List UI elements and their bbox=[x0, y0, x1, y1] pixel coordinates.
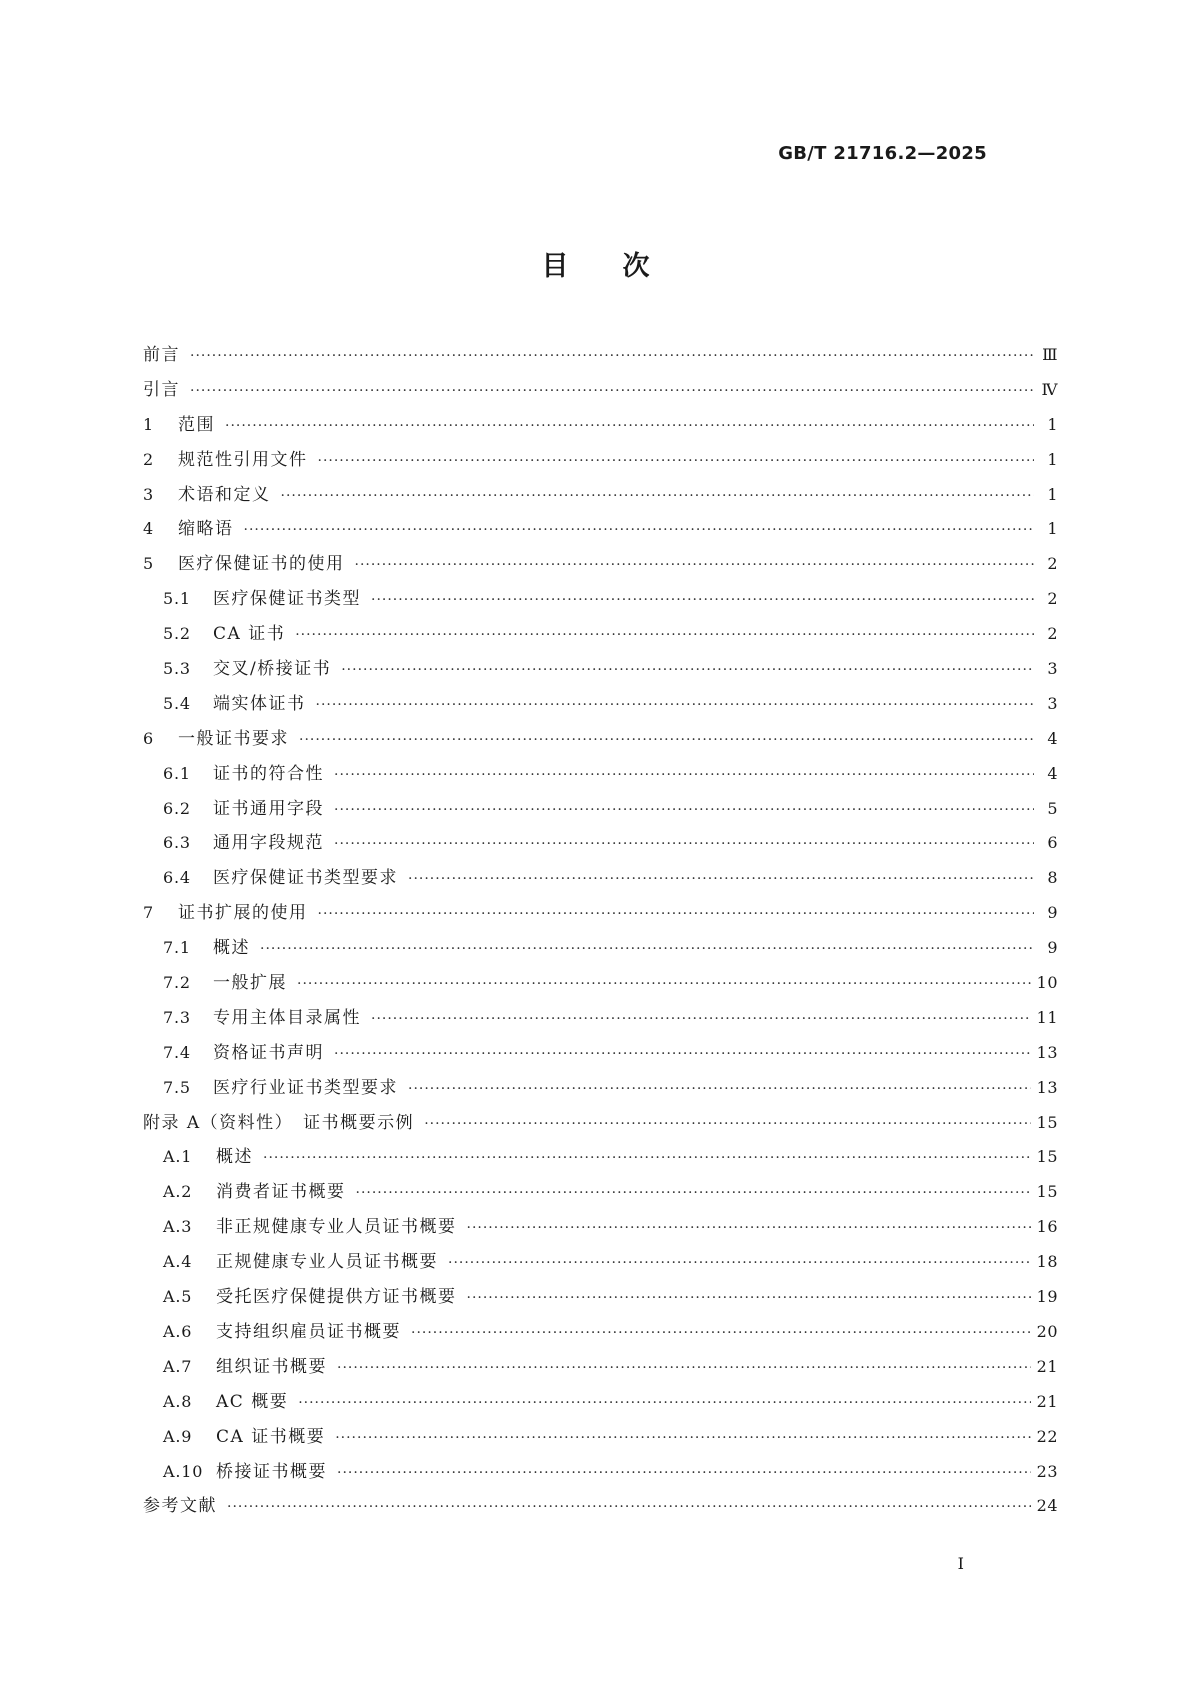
toc-entry-number: 5.1 bbox=[163, 589, 191, 609]
toc-entry-page: 15 bbox=[1036, 1147, 1058, 1167]
dot-leader bbox=[318, 897, 1035, 932]
toc-entry-title: 受托医疗保健提供方证书概要 bbox=[216, 1287, 457, 1308]
toc-entry-title: 一般证书要求 bbox=[178, 728, 289, 749]
toc-entry-number: A.5 bbox=[163, 1287, 193, 1307]
toc-entry[interactable] bbox=[143, 1106, 1058, 1141]
toc-entry-title: 通用字段规范 bbox=[213, 833, 324, 854]
toc-entry[interactable] bbox=[143, 652, 1058, 687]
toc-entry-title: 参考文献 bbox=[143, 1496, 217, 1517]
toc-entry-title: 范围 bbox=[178, 414, 215, 435]
toc-entry-page: 9 bbox=[1047, 903, 1058, 923]
toc-entry[interactable] bbox=[143, 1036, 1058, 1071]
dot-leader bbox=[318, 444, 1035, 479]
toc-entry[interactable] bbox=[143, 1455, 1058, 1490]
toc-entry-page: 13 bbox=[1036, 1042, 1058, 1062]
toc-entry-title: 缩略语 bbox=[178, 519, 234, 540]
toc-entry-page: 2 bbox=[1047, 554, 1058, 574]
toc-entry-title: 医疗保健证书类型 bbox=[213, 589, 361, 610]
dot-leader bbox=[411, 1316, 1031, 1351]
dot-leader bbox=[297, 967, 1031, 1002]
toc-entry-page: 13 bbox=[1036, 1077, 1058, 1097]
toc-entry-page: 3 bbox=[1047, 659, 1058, 679]
dot-leader bbox=[408, 1072, 1031, 1107]
toc-entry-page: 6 bbox=[1047, 833, 1058, 853]
toc-entry-page: 18 bbox=[1036, 1252, 1058, 1272]
toc-entry-page: 19 bbox=[1036, 1287, 1058, 1307]
toc-entry-title: 引言 bbox=[143, 379, 180, 400]
dot-leader bbox=[337, 1351, 1031, 1386]
toc-entry[interactable] bbox=[143, 408, 1058, 443]
toc-entry-page: 22 bbox=[1036, 1426, 1058, 1446]
toc-entry-number: 5.4 bbox=[163, 693, 191, 713]
dot-leader bbox=[298, 1386, 1030, 1421]
toc-entry-title: 规范性引用文件 bbox=[178, 449, 308, 470]
toc-entry[interactable] bbox=[143, 1420, 1058, 1455]
toc-entry-title: 概述 bbox=[216, 1147, 253, 1168]
toc-entry-page: 1 bbox=[1047, 484, 1058, 504]
toc-entry[interactable] bbox=[143, 1071, 1058, 1106]
dot-leader bbox=[227, 1490, 1031, 1525]
toc-entry-page: 10 bbox=[1036, 973, 1058, 993]
toc-entry[interactable] bbox=[143, 338, 1058, 373]
toc-entry-page: 1 bbox=[1047, 414, 1058, 434]
toc-entry-title: 医疗行业证书类型要求 bbox=[213, 1077, 398, 1098]
toc-entry-page: 9 bbox=[1047, 938, 1058, 958]
dot-leader bbox=[334, 793, 1034, 828]
toc-entry-number: 6.1 bbox=[163, 763, 191, 783]
toc-entry-title: 端实体证书 bbox=[213, 693, 306, 714]
toc-entry-page: 15 bbox=[1036, 1182, 1058, 1202]
toc-entry-number: 7.2 bbox=[163, 973, 191, 993]
toc-entry[interactable] bbox=[143, 1001, 1058, 1036]
dot-leader bbox=[467, 1281, 1031, 1316]
toc-entry[interactable] bbox=[143, 1280, 1058, 1315]
toc-entry-number: A.1 bbox=[163, 1147, 193, 1167]
toc-entry-title: CA 证书 bbox=[213, 624, 286, 645]
toc-entry-page: 4 bbox=[1047, 728, 1058, 748]
toc-entry-title: AC 概要 bbox=[216, 1391, 289, 1412]
dot-leader bbox=[281, 479, 1035, 514]
toc-entry[interactable] bbox=[143, 373, 1058, 408]
toc-entry-number: A.2 bbox=[163, 1182, 193, 1202]
toc-entry-page: 8 bbox=[1047, 868, 1058, 888]
dot-leader bbox=[467, 1211, 1031, 1246]
dot-leader bbox=[190, 339, 1034, 374]
toc-entry-number: 6.2 bbox=[163, 798, 191, 818]
toc-entry-number: 5.3 bbox=[163, 659, 191, 679]
toc-entry-number: 4 bbox=[143, 519, 154, 539]
toc-entry-title: 证书的符合性 bbox=[213, 763, 324, 784]
toc-entry-number: 6.4 bbox=[163, 868, 191, 888]
toc-entry[interactable] bbox=[143, 792, 1058, 827]
toc-entry-number: A.3 bbox=[163, 1217, 193, 1237]
dot-leader bbox=[225, 409, 1034, 444]
toc-entry-title: 非正规健康专业人员证书概要 bbox=[216, 1217, 457, 1238]
toc-entry-page: 11 bbox=[1036, 1007, 1058, 1027]
toc-entry-number: 7.1 bbox=[163, 938, 191, 958]
toc-entry-title: 正规健康专业人员证书概要 bbox=[216, 1252, 438, 1273]
toc-entry[interactable] bbox=[143, 1350, 1058, 1385]
toc-entry-page: 15 bbox=[1036, 1112, 1058, 1132]
dot-leader bbox=[334, 1037, 1031, 1072]
dot-leader bbox=[244, 513, 1035, 548]
dot-leader bbox=[355, 548, 1035, 583]
toc-entry-title: 医疗保健证书类型要求 bbox=[213, 868, 398, 889]
toc-entry-number: 3 bbox=[143, 484, 154, 504]
toc-entry-page: 23 bbox=[1036, 1461, 1058, 1481]
toc-entry-number: A.9 bbox=[163, 1426, 193, 1446]
toc-entry-number: A.7 bbox=[163, 1356, 193, 1376]
toc-entry-title: 专用主体目录属性 bbox=[213, 1007, 361, 1028]
dot-leader bbox=[263, 1141, 1031, 1176]
toc-entry-number: 5 bbox=[143, 554, 154, 574]
toc-entry-title: 证书扩展的使用 bbox=[178, 903, 308, 924]
dot-leader bbox=[448, 1246, 1031, 1281]
toc-entry-number: A.6 bbox=[163, 1321, 193, 1341]
toc-entry-number: 6.3 bbox=[163, 833, 191, 853]
toc-entry[interactable] bbox=[143, 1489, 1058, 1524]
dot-leader bbox=[341, 653, 1034, 688]
toc-entry[interactable] bbox=[143, 1385, 1058, 1420]
toc-entry-title: 组织证书概要 bbox=[216, 1356, 327, 1377]
toc-entry-title: 交叉/桥接证书 bbox=[213, 659, 332, 680]
toc-entry-page: 4 bbox=[1047, 763, 1058, 783]
toc-entry-title: 术语和定义 bbox=[178, 484, 271, 505]
toc-entry-page: 21 bbox=[1036, 1356, 1058, 1376]
toc-entry[interactable] bbox=[143, 582, 1058, 617]
dot-leader bbox=[337, 1456, 1031, 1491]
toc-entry-page: 2 bbox=[1047, 624, 1058, 644]
toc-entry-number: 7.4 bbox=[163, 1042, 191, 1062]
toc-entry[interactable] bbox=[143, 896, 1058, 931]
toc-entry[interactable] bbox=[143, 966, 1058, 1001]
toc-entry[interactable] bbox=[143, 1210, 1058, 1245]
toc-entry-number: 2 bbox=[143, 449, 154, 469]
toc-entry-title: 桥接证书概要 bbox=[216, 1461, 327, 1482]
toc-entry-title: 医疗保健证书的使用 bbox=[178, 554, 345, 575]
toc-entry-page: 21 bbox=[1036, 1391, 1058, 1411]
dot-leader bbox=[299, 723, 1034, 758]
toc-entry[interactable] bbox=[143, 687, 1058, 722]
toc-entry-page: 2 bbox=[1047, 589, 1058, 609]
toc-entry-page: 16 bbox=[1036, 1217, 1058, 1237]
toc-entry[interactable] bbox=[143, 931, 1058, 966]
toc-entry-page: Ⅲ bbox=[1042, 345, 1058, 364]
toc-entry-number: A.4 bbox=[163, 1252, 193, 1272]
toc-entry-title: 消费者证书概要 bbox=[216, 1182, 346, 1203]
toc-entry[interactable] bbox=[143, 1315, 1058, 1350]
toc-entry[interactable] bbox=[143, 443, 1058, 478]
page-title: 目 次 bbox=[541, 251, 650, 282]
toc-entry-title: 前言 bbox=[143, 345, 180, 365]
toc-entry[interactable] bbox=[143, 826, 1058, 861]
toc-entry-page: Ⅳ bbox=[1041, 379, 1058, 399]
toc-entry-page: 20 bbox=[1036, 1321, 1058, 1341]
toc-entry[interactable] bbox=[143, 722, 1058, 757]
toc-entry-title: 一般扩展 bbox=[213, 973, 287, 994]
toc-entry[interactable] bbox=[143, 547, 1058, 582]
dot-leader bbox=[356, 1176, 1031, 1211]
dot-leader bbox=[334, 827, 1034, 862]
toc-entry-number: 6 bbox=[143, 728, 154, 748]
toc-entry[interactable] bbox=[143, 478, 1058, 513]
toc-entry-number: 7.3 bbox=[163, 1007, 191, 1027]
dot-leader bbox=[335, 1421, 1030, 1456]
toc-entry-number: A.8 bbox=[163, 1391, 193, 1411]
document-code: GB/T 21716.2—2025 bbox=[778, 143, 987, 164]
toc-entry-title: 证书通用字段 bbox=[213, 798, 324, 819]
dot-leader bbox=[260, 932, 1034, 967]
toc-entry-title: 概述 bbox=[213, 938, 250, 959]
toc-entry[interactable] bbox=[143, 861, 1058, 896]
dot-leader bbox=[371, 583, 1034, 618]
toc-entry-page: 1 bbox=[1047, 449, 1058, 469]
toc-entry[interactable] bbox=[143, 1245, 1058, 1280]
toc-entry[interactable] bbox=[143, 1175, 1058, 1210]
toc-entry-number: 7 bbox=[143, 903, 154, 923]
toc-entry[interactable] bbox=[143, 617, 1058, 652]
toc-entry-title: 支持组织雇员证书概要 bbox=[216, 1321, 401, 1342]
table-of-contents bbox=[143, 338, 1058, 1524]
toc-entry-page: 5 bbox=[1047, 798, 1058, 818]
dot-leader bbox=[295, 618, 1034, 653]
dot-leader bbox=[190, 374, 1034, 409]
toc-entry-title: 附录 A（资料性） 证书概要示例 bbox=[143, 1112, 415, 1133]
toc-entry-number: 1 bbox=[143, 414, 154, 434]
toc-entry-page: 3 bbox=[1047, 693, 1058, 713]
dot-leader bbox=[371, 1002, 1031, 1037]
toc-entry-page: 24 bbox=[1036, 1496, 1058, 1516]
toc-entry[interactable] bbox=[143, 1140, 1058, 1175]
toc-entry[interactable] bbox=[143, 757, 1058, 792]
toc-entry-number: 7.5 bbox=[163, 1077, 191, 1097]
dot-leader bbox=[424, 1107, 1030, 1142]
toc-entry-title: CA 证书概要 bbox=[216, 1426, 326, 1447]
dot-leader bbox=[316, 688, 1035, 723]
dot-leader bbox=[408, 862, 1034, 897]
page-number: Ⅰ bbox=[957, 1554, 964, 1573]
toc-entry-number: 5.2 bbox=[163, 624, 191, 644]
dot-leader bbox=[334, 758, 1034, 793]
toc-entry[interactable] bbox=[143, 512, 1058, 547]
toc-entry-page: 1 bbox=[1047, 519, 1058, 539]
toc-entry-number: A.10 bbox=[163, 1461, 204, 1481]
toc-entry-title: 资格证书声明 bbox=[213, 1042, 324, 1063]
